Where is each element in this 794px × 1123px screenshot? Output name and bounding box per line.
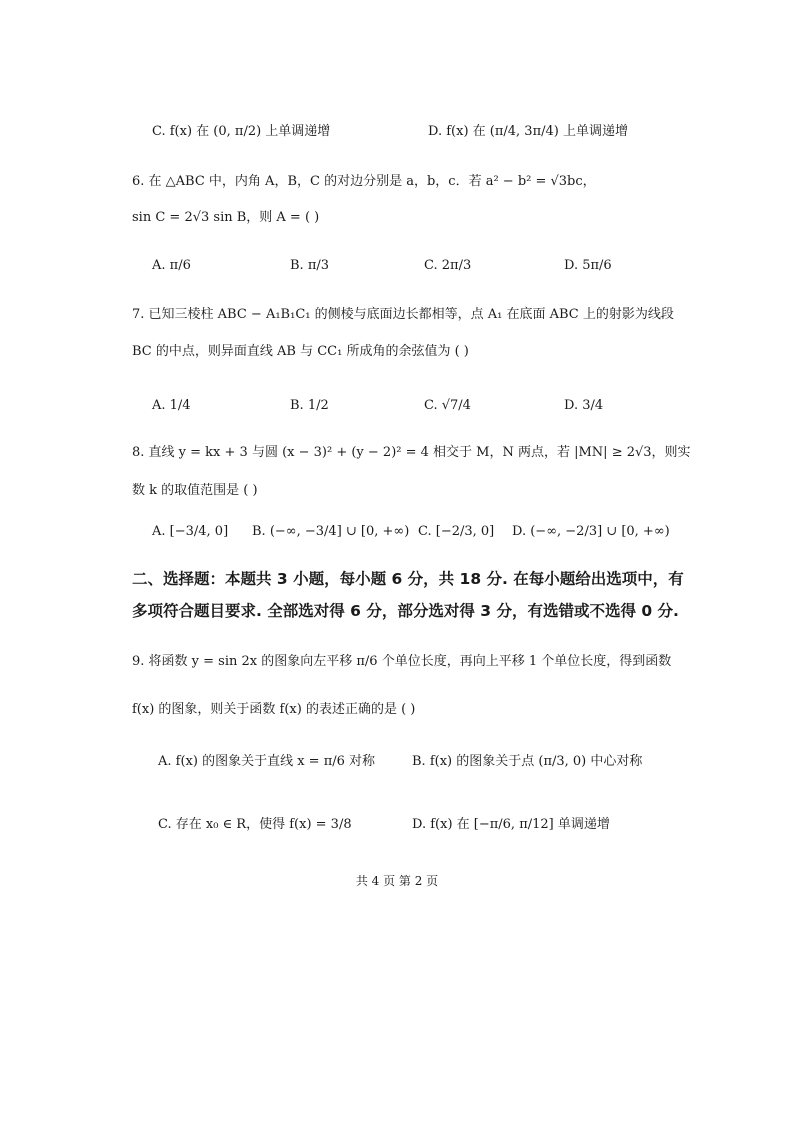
q7-option-c: C. √7/4 xyxy=(424,398,471,413)
q5-option-d: D. f(x) 在 (π/4, 3π/4) 上单调递增 xyxy=(428,124,628,139)
q8-stem-line1: 8. 直线 y = kx + 3 与圆 (x − 3)² + (y − 2)² = 4 相交于 M，N 两点，若 |MN| ≥ 2√3，则实 xyxy=(132,445,691,460)
q8-stem-line2: 数 k 的取值范围是 ( ) xyxy=(132,483,258,498)
q8-option-a: A. [−3/4, 0] xyxy=(152,524,229,539)
q6-stem-line1: 6. 在 △ABC 中，内角 A，B，C 的对边分别是 a，b，c．若 a² − b² = √3bc， xyxy=(132,174,596,189)
q9-stem-line1: 9. 将函数 y = sin 2x 的图象向左平移 π/6 个单位长度，再向上平移 1 个单位长度，得到函数 xyxy=(132,654,672,669)
section2-heading-line1: 二、选择题：本题共 3 小题，每小题 6 分，共 18 分. 在每小题给出选项中，有 xyxy=(132,570,684,588)
q7-option-d: D. 3/4 xyxy=(564,398,604,413)
q6-option-b: B. π/3 xyxy=(290,258,330,273)
q7-stem-line1: 7. 已知三棱柱 ABC − A₁B₁C₁ 的侧棱与底面边长都相等，点 A₁ 在底面 ABC 上的射影为线段 xyxy=(132,307,674,322)
q9-option-b: B. f(x) 的图象关于点 (π/3, 0) 中心对称 xyxy=(412,754,643,769)
q9-option-c: C. 存在 x₀ ∈ R，使得 f(x) = 3/8 xyxy=(158,817,352,832)
q8-option-d: D. (−∞, −2/3] ∪ [0, +∞) xyxy=(512,524,670,539)
q7-stem-line2: BC 的中点，则异面直线 AB 与 CC₁ 所成角的余弦值为 ( ) xyxy=(132,344,469,359)
q6-option-d: D. 5π/6 xyxy=(564,258,612,273)
q6-stem-line2: sin C = 2√3 sin B，则 A = ( ) xyxy=(132,210,320,225)
q6-option-a: A. π/6 xyxy=(152,258,191,273)
q6-option-c: C. 2π/3 xyxy=(424,258,472,273)
q5-option-c: C. f(x) 在 (0, π/2) 上单调递增 xyxy=(152,124,331,139)
q9-option-d: D. f(x) 在 [−π/6, π/12] 单调递增 xyxy=(412,817,610,832)
q9-stem-line2: f(x) 的图象，则关于函数 f(x) 的表述正确的是 ( ) xyxy=(132,702,416,717)
q9-option-a: A. f(x) 的图象关于直线 x = π/6 对称 xyxy=(158,754,376,769)
section2-heading-line2: 多项符合题目要求. 全部选对得 6 分，部分选对得 3 分，有选错或不选得 0 分. xyxy=(132,602,679,620)
q7-option-a: A. 1/4 xyxy=(152,398,191,413)
q7-option-b: B. 1/2 xyxy=(290,398,329,413)
page-footer: 共 4 页 第 2 页 xyxy=(355,874,439,888)
q8-option-c: C. [−2/3, 0] xyxy=(418,524,495,539)
q8-option-b: B. (−∞, −3/4] ∪ [0, +∞) xyxy=(252,524,410,539)
